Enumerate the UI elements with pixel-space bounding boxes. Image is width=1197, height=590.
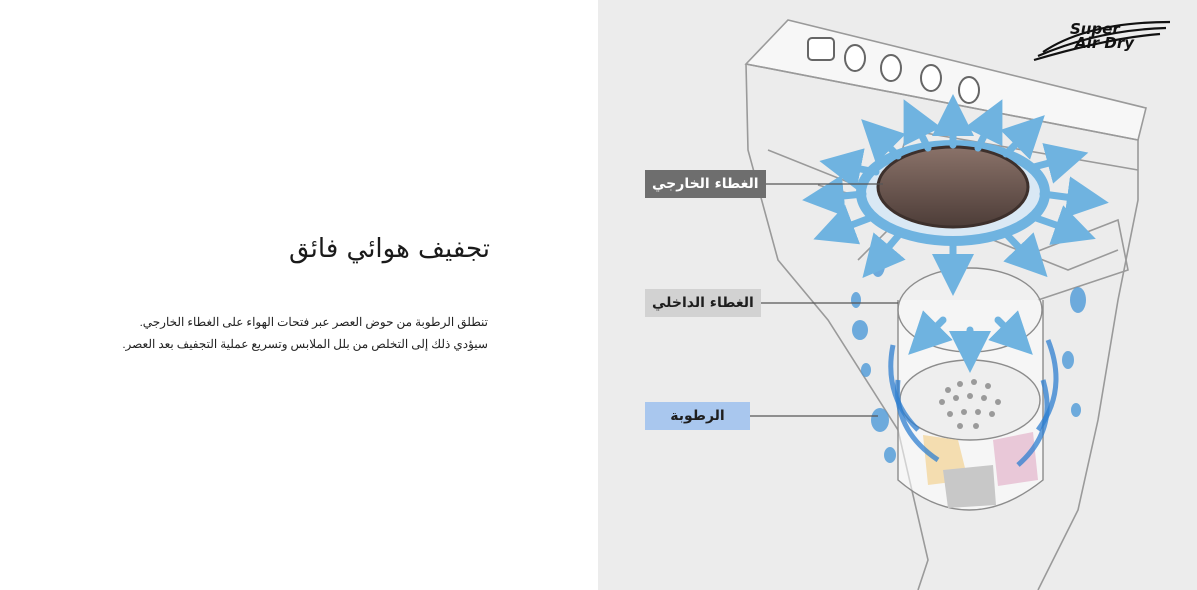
logo-line-1: Super (1070, 20, 1120, 38)
page-title: تجفيف هوائي فائق (288, 234, 490, 264)
description (90, 311, 488, 355)
outer-cover-label: الغطاء الخارجي (645, 170, 766, 198)
inner-cover-label: الغطاء الداخلي (645, 289, 761, 317)
moisture-label: الرطوبة (645, 402, 750, 430)
description-line-1: تنطلق الرطوبة من حوض العصر عبر فتحات الهواء على الغطاء الخارجي. (139, 315, 488, 329)
super-air-dry-logo (1030, 16, 1175, 62)
washing-machine-illustration (598, 0, 1197, 590)
logo-line-2: Air Dry (1075, 34, 1134, 52)
tub-opening (878, 147, 1028, 227)
description-line-2: سيؤدي ذلك إلى التخلص من بلل الملابس وتسريع عملية التجفيف بعد العصر. (122, 337, 488, 351)
